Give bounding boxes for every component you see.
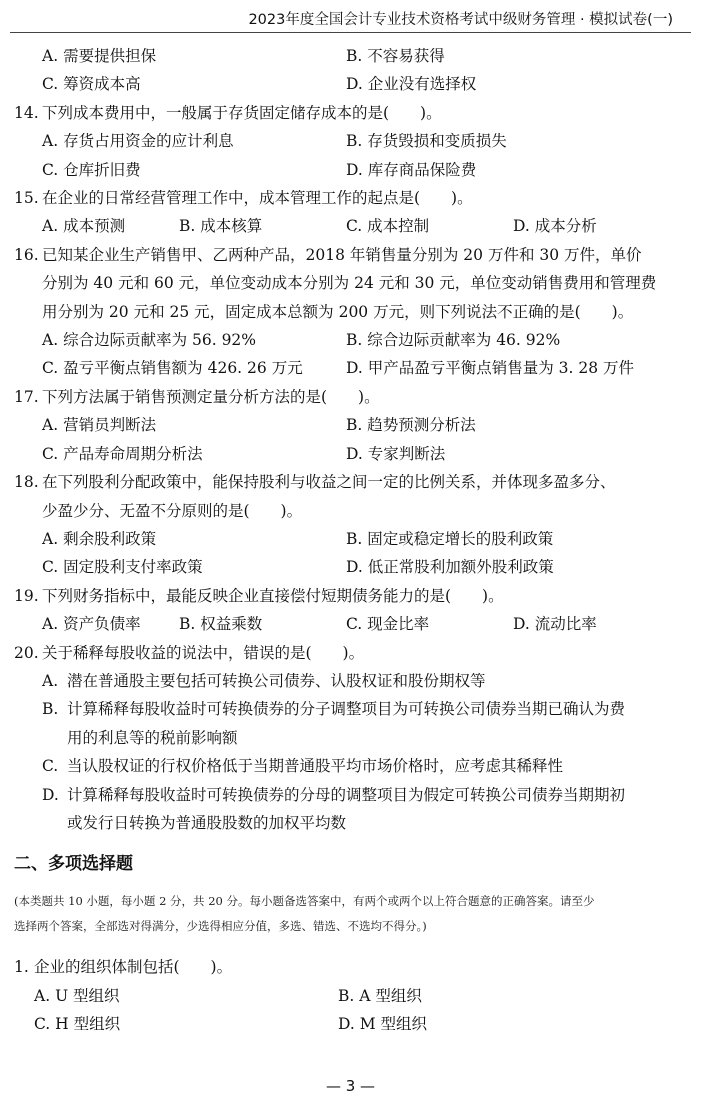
- q20-question: 20. 关于稀释每股收益的说法中，错误的是( )。: [14, 643, 365, 662]
- q18-option-c: C. 固定股利支付率政策: [42, 558, 203, 577]
- q18-options-row-1: [14, 525, 681, 553]
- q20-option-b-line-1: B. 计算稀释每股收益时可转换债券的分子调整项目为可转换公司债券当期已确认为费: [42, 700, 626, 719]
- q16-option-a: A. 综合边际贡献率为 56. 92%: [42, 331, 257, 350]
- m1-option-b: B. A 型组织: [338, 986, 422, 1005]
- q18-question-line-1: 18. 在下列股利分配政策中，能保持股利与收益之间一定的比例关系，并体现多盈多分、: [14, 473, 616, 492]
- q13-option-c: C. 筹资成本高: [42, 75, 141, 94]
- q15-question: 15. 在企业的日常经营管理工作中，成本管理工作的起点是( )。: [14, 189, 473, 208]
- q14-question: 14. 下列成本费用中，一般属于存货固定储存成本的是( )。: [14, 103, 442, 122]
- q15-option-d: D. 成本分析: [513, 217, 597, 236]
- q18-options-row-2: [14, 553, 681, 581]
- q14-option-a: A. 存货占用资金的应计利息: [42, 132, 234, 151]
- section-instructions-line-2: 选择两个答案，全部选对得满分，少选得相应分值，多选、错选、不选均不得分。): [14, 919, 427, 934]
- q19-option-a: A. 资产负债率: [42, 615, 141, 634]
- page-content: [14, 42, 681, 1039]
- q15-options-row: [14, 212, 681, 240]
- m1-option-a: A. U 型组织: [34, 986, 120, 1005]
- multi-question-1: [14, 953, 681, 1038]
- q16-option-d: D. 甲产品盈亏平衡点销售量为 3. 28 万件: [346, 359, 635, 378]
- q14-option-b: B. 存货毁损和变质损失: [346, 132, 507, 151]
- q13-options-row-2: [14, 70, 681, 98]
- q13-option-a: A. 需要提供担保: [42, 47, 157, 65]
- q14-option-d: D. 库存商品保险费: [346, 160, 477, 179]
- q16-options-row-1: [14, 326, 681, 354]
- q20-option-c: C. 当认股权证的行权价格低于当期普通股平均市场价格时，应考虑其稀释性: [42, 757, 564, 776]
- m1-options-row-2: [14, 1010, 681, 1038]
- q13-option-d: D. 企业没有选择权: [346, 75, 477, 94]
- section-instructions-line-1: (本类题共 10 小题，每小题 2 分，共 20 分。每小题备选答案中，有两个或两个以上符合题意的正确答案。请至少: [14, 894, 595, 909]
- q16-question-line-3: 用分别为 20 元和 25 元，固定成本总额为 200 万元，则下列说法不正确的是( )。: [42, 302, 634, 321]
- q19-option-b: B. 权益乘数: [179, 615, 263, 634]
- running-header: 2023年度全国会计专业技术资格考试中级财务管理 · 模拟试卷(一): [248, 12, 673, 28]
- m1-option-d: D. M 型组织: [338, 1015, 428, 1034]
- q17-option-b: B. 趋势预测分析法: [346, 416, 476, 435]
- q18-option-a: A. 剩余股利政策: [42, 529, 157, 548]
- q20-option-d-line-2: 或发行日转换为普通股股数的加权平均数: [67, 813, 347, 832]
- q13-option-b: B. 不容易获得: [346, 47, 445, 65]
- q17-option-a: A. 营销员判断法: [42, 416, 157, 435]
- q20-option-b-line-2: 用的利息等的税前影响额: [67, 728, 238, 747]
- q17-options-row-2: [14, 440, 681, 468]
- q19-option-d: D. 流动比率: [513, 615, 597, 634]
- q20-option-d-line-1: D. 计算稀释每股收益时可转换债券的分母的调整项目为假定可转换公司债券当期期初: [42, 785, 626, 804]
- header-rule: [10, 32, 691, 33]
- q14-options-row-2: [14, 156, 681, 184]
- q16-option-c: C. 盈亏平衡点销售额为 426. 26 万元: [42, 359, 303, 378]
- m1-option-c: C. H 型组织: [34, 1015, 121, 1034]
- q17-options-row-1: [14, 411, 681, 439]
- q18-option-b: B. 固定或稳定增长的股利政策: [346, 529, 554, 548]
- q15-option-c: C. 成本控制: [346, 217, 430, 236]
- q16-question-line-1: 16. 已知某企业生产销售甲、乙两种产品，2018 年销售量分别为 20 万件和 30 万件，单价: [14, 245, 642, 264]
- q18-option-d: D. 低正常股利加额外股利政策: [346, 558, 554, 577]
- m1-options-row-1: [14, 982, 681, 1010]
- q14-options-row-1: [14, 127, 681, 155]
- q16-question-line-2: 分别为 40 元和 60 元，单位变动成本分别为 24 元和 30 元，单位变动销售费用和管理费: [42, 274, 657, 293]
- q17-option-d: D. 专家判断法: [346, 444, 446, 463]
- m1-question: 1. 企业的组织体制包括( )。: [14, 958, 233, 977]
- q19-question: 19. 下列财务指标中，最能反映企业直接偿付短期债务能力的是( )。: [14, 586, 504, 605]
- q16-option-b: B. 综合边际贡献率为 46. 92%: [346, 331, 561, 350]
- q15-option-a: A. 成本预测: [42, 217, 126, 236]
- q18-question-line-2: 少盈少分、无盈不分原则的是( )。: [42, 501, 303, 520]
- q20-option-a: A. 潜在普通股主要包括可转换公司债券、认股权证和股份期权等: [42, 671, 486, 690]
- q19-options-row: [14, 610, 681, 638]
- q19-option-c: C. 现金比率: [346, 615, 430, 634]
- q17-question: 17. 下列方法属于销售预测定量分析方法的是( )。: [14, 387, 380, 406]
- q15-option-b: B. 成本核算: [179, 217, 263, 236]
- q13-options-row-1: [14, 42, 681, 70]
- page-number: — 3 —: [325, 1077, 376, 1095]
- section-instructions: [14, 889, 681, 939]
- q16-options-row-2: [14, 354, 681, 382]
- q14-option-c: C. 仓库折旧费: [42, 160, 141, 179]
- section-title: 二、多项选择题: [14, 854, 133, 875]
- q17-option-c: C. 产品寿命周期分析法: [42, 444, 203, 463]
